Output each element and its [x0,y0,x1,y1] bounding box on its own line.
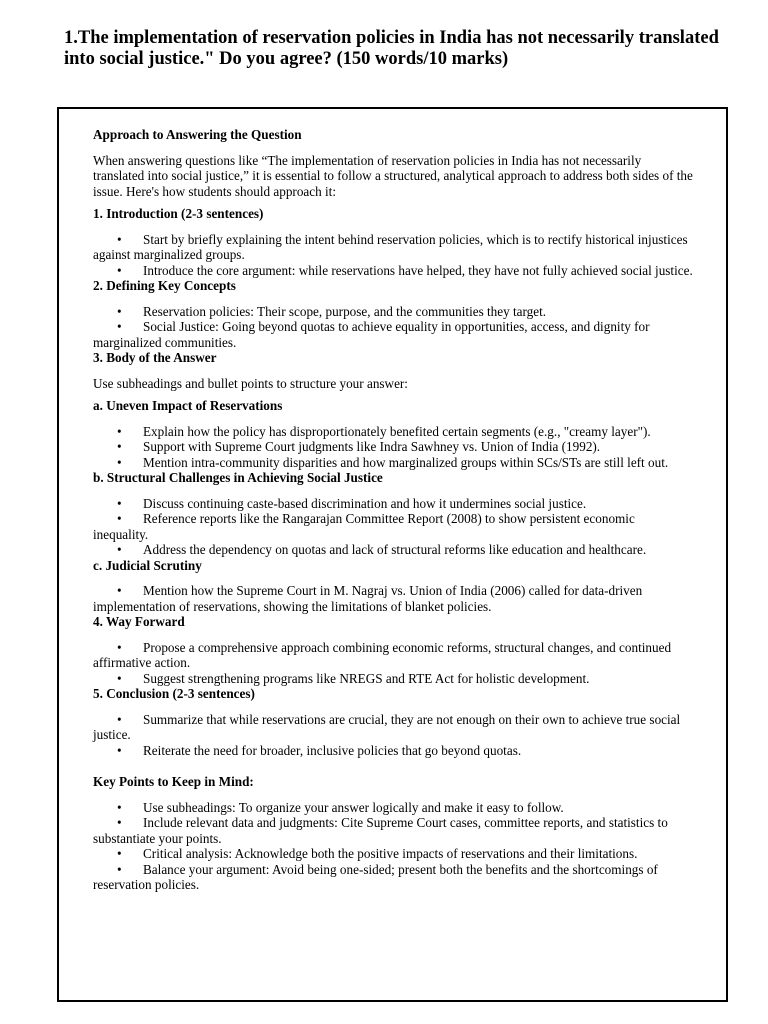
bullet-icon: • [117,670,122,686]
bullet-icon: • [117,303,122,319]
subsection-uneven-heading: a. Uneven Impact of Reservations [93,398,283,413]
section-conclusion-heading: 5. Conclusion (2-3 sentences) [93,686,255,701]
bullet-icon: • [117,861,122,877]
list-item: • Reference reports like the Rangarajan Committee Report (2008) to show persistent economic inequality. [93,511,635,542]
approach-intro: When answering questions like “The implementation of reservation policies in India has not necessarily translated into social justice,” it is essential to follow a structured, analytical approach to address both sides of the issue. Here's how students should approach it: [93,152,693,199]
section-body-heading: 3. Body of the Answer [93,350,217,365]
bullet-icon: • [117,846,122,861]
introduction-bullets [93,232,693,279]
list-item: • Summarize that while reservations are crucial, they are not enough on their own to achieve true social justice. [93,711,681,742]
question-title: 1.The implementation of reservation policies in India has not necessarily translated into social justice." Do you agree? (150 words/10 marks) [64,28,719,69]
list-item: • Introduce the core argument: while reservations have helped, they have not fully achieved social justice. [117,262,693,278]
bullet-icon: • [117,231,122,247]
concepts-bullets [93,304,693,351]
list-item: • Start by briefly explaining the intent behind reservation policies, which is to rectify historical injustices against marginalized groups. [93,231,688,262]
bullet-icon: • [117,454,122,470]
bullet-icon: • [117,319,122,334]
bullet-icon: • [117,815,122,830]
bullet-icon: • [117,262,122,278]
way-forward-bullets [93,640,693,687]
conclusion-bullets [93,712,693,759]
bullet-icon: • [117,439,122,454]
bullet-icon: • [117,542,122,557]
judicial-bullets [93,583,693,614]
subsection-judicial-heading: c. Judicial Scrutiny [93,557,202,573]
list-item: • Balance your argument: Avoid being one-sided; present both the benefits and the shortcomings of reservation policies. [93,861,658,892]
list-item: • Support with Supreme Court judgments like Indra Sawhney vs. Union of India (1992). [117,439,601,454]
list-item: • Suggest strengthening programs like NREGS and RTE Act for holistic development. [117,670,590,686]
bullet-icon: • [117,511,122,526]
section-introduction-heading: 1. Introduction (2-3 sentences) [93,206,264,221]
approach-heading: Approach to Answering the Question [93,127,302,142]
uneven-bullets [93,424,693,471]
section-way-forward-heading: 4. Way Forward [93,614,185,629]
list-item: • Mention how the Supreme Court in M. Nagraj vs. Union of India (2006) called for data-driven implementation of reservations, showing the limitations of blanket policies. [93,583,643,614]
list-item: • Discuss continuing caste-based discrimination and how it undermines social justice. [117,495,587,511]
list-item: • Reiterate the need for broader, inclusive policies that go beyond quotas. [117,742,522,758]
list-item: • Use subheadings: To organize your answer logically and make it easy to follow. [117,799,564,815]
list-item: • Mention intra-community disparities and how marginalized groups within SCs/STs are still left out. [117,454,669,470]
key-points-bullets [93,800,693,893]
list-item: • Reservation policies: Their scope, purpose, and the communities they target. [117,303,547,319]
bullet-icon: • [117,711,122,727]
structural-bullets [93,496,693,558]
key-points-heading: Key Points to Keep in Mind: [93,774,254,789]
bullet-icon: • [117,423,122,439]
section-body-text: Use subheadings and bullet points to structure your answer: [93,375,408,391]
list-item: • Critical analysis: Acknowledge both the positive impacts of reservations and their limitations. [117,846,638,861]
bullet-icon: • [117,799,122,815]
list-item: • Explain how the policy has disproportionately benefited certain segments (e.g., "creamy layer"). [117,423,651,439]
bullet-icon: • [117,742,122,758]
list-item: • Address the dependency on quotas and lack of structural reforms like education and healthcare. [117,542,647,557]
list-item: • Social Justice: Going beyond quotas to achieve equality in opportunities, access, and dignity for marginalized communities. [93,319,650,350]
bullet-icon: • [117,583,122,598]
list-item: • Include relevant data and judgments: Cite Supreme Court cases, committee reports, and statistics to substantiate your points. [93,815,668,846]
bullet-icon: • [117,495,122,511]
approach-content [93,127,693,893]
bullet-icon: • [117,639,122,655]
list-item: • Propose a comprehensive approach combining economic reforms, structural changes, and continued affirmative action. [93,639,672,670]
section-concepts-heading: 2. Defining Key Concepts [93,278,236,293]
approach-box [57,107,728,1002]
subsection-structural-heading: b. Structural Challenges in Achieving Social Justice [93,470,383,485]
